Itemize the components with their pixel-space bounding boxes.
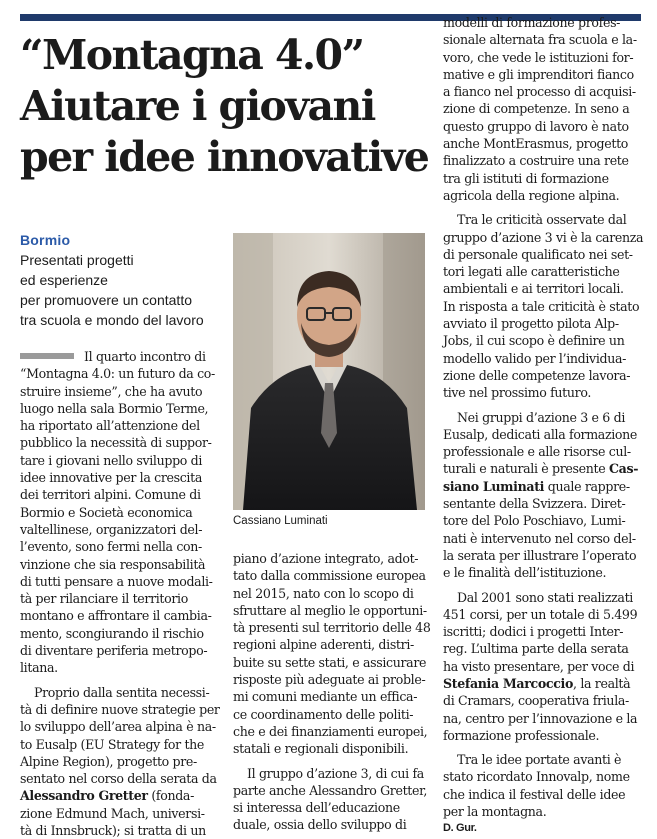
text-line: tato dalla commissione europea	[233, 568, 426, 584]
lead-marker	[20, 353, 74, 359]
paragraph	[443, 589, 641, 745]
paragraph	[233, 765, 427, 834]
text-line: zione delle competenze lavora-	[443, 367, 631, 383]
text-line: zione di competenze. In seno a	[443, 101, 630, 117]
text-line: Proprio dalla sentita necessi-	[34, 684, 210, 700]
text-line: tà presenti sul territorio delle 48	[233, 620, 431, 636]
text-line: buite su sette stati, e assicurare	[233, 654, 427, 670]
text-line: nel 2015, nato con lo scopo di	[233, 585, 414, 601]
text-line: na, centro per l’innovazione e la	[443, 710, 638, 726]
article-column-2	[233, 550, 431, 834]
text-line: per la montagna.	[443, 804, 547, 820]
text-line: che e dei finanziamenti europei,	[233, 723, 428, 739]
text-line	[20, 787, 220, 804]
text-line: struire insieme”, che ha avuto	[20, 383, 203, 399]
headline	[20, 30, 430, 183]
headline-line: “Montagna 4.0”	[20, 31, 364, 79]
text-line: agricola della regione alpina.	[443, 187, 620, 203]
text-line: voro, che vede le istituzioni for-	[443, 49, 634, 65]
text-line: parte anche Alessandro Gretter,	[233, 782, 428, 798]
text-line: Bormio e Società economica	[20, 504, 193, 520]
text-line: Tra le idee portate avanti è	[457, 752, 622, 768]
text-line: risposte più adeguate ai proble-	[233, 672, 426, 688]
text-line: statali e regionali disponibili.	[233, 741, 409, 757]
subhead-line: per promuovere un contatto	[20, 292, 192, 308]
text-line: sentante della Svizzera. Diret-	[443, 496, 626, 512]
paragraph	[233, 550, 431, 758]
text-line: tare i giovani nello sviluppo di	[20, 452, 203, 468]
paragraph	[443, 14, 641, 204]
text-line: luogo nella sala Bormio Terme,	[20, 400, 209, 416]
text-line: iscritti; dodici i progetti Inter-	[443, 624, 624, 640]
text-line	[443, 478, 641, 495]
person-name: Alessandro Gretter	[20, 788, 148, 804]
text-line: avviato il progetto pilota Alp-	[443, 316, 619, 332]
text-line: tà di definire nuove strategie per	[20, 701, 220, 717]
person-name: siano Luminati	[443, 478, 545, 494]
text-line: Dal 2001 sono stati realizzati	[457, 589, 633, 605]
text-line: questo gruppo di lavoro è nato	[443, 118, 629, 134]
text-line: e le finalità dell’istituzione.	[443, 565, 607, 581]
portrait-illustration	[233, 233, 425, 510]
article-column-3	[443, 14, 644, 838]
text-line: mento, scongiurando il rischio	[20, 625, 204, 641]
paragraph	[443, 409, 641, 582]
person-name: Stefania Marcoccio	[443, 675, 574, 691]
text-line: reg. L’ultima parte della serata	[443, 641, 629, 657]
text-line: mative e gli imprenditori fianco	[443, 66, 634, 82]
paragraph	[443, 751, 641, 837]
portrait-photo	[233, 233, 425, 510]
subheadline	[20, 250, 225, 330]
text-line: Alpine Region), progetto pre-	[20, 753, 197, 769]
text-line: che indica il festival delle idee	[443, 786, 626, 802]
text-line: Nei gruppi d’azione 3 e 6 di	[457, 409, 626, 425]
text-line: tori legati alle caratteristiche	[443, 264, 620, 280]
text-line: valtellinese, organizzatori del-	[20, 521, 203, 537]
text-line: modelli di formazione profes-	[443, 15, 621, 30]
author-signature: D. Gur.	[443, 822, 477, 835]
text-line: gruppo d’azione 3 vi è la carenza	[443, 229, 644, 245]
text-line: idee innovative per la crescita	[20, 470, 202, 486]
text-span: turali e naturali è presente	[443, 461, 609, 477]
text-line	[443, 460, 641, 477]
text-line: Tra le criticità osservate dal	[457, 212, 627, 228]
text-line: “Montagna 4.0: un futuro da co-	[20, 366, 215, 382]
text-line: duale, ossia dello sviluppo di	[233, 817, 407, 833]
text-span: (fonda-	[147, 788, 194, 804]
text-line	[20, 348, 220, 365]
text-line: tra gli istituti di formazione	[443, 170, 609, 186]
text-span: , la realtà	[573, 675, 631, 691]
person-name: Cas-	[608, 461, 639, 477]
headline-line: per idee innovative	[20, 133, 429, 181]
text-line: sionale alternata fra scuola e la-	[443, 32, 637, 48]
text-line: formazione professionale.	[443, 727, 600, 743]
text-line: si interessa dell’educazione	[233, 800, 400, 816]
paragraph	[20, 684, 220, 839]
text-line: Eusalp, dedicati alla formazione	[443, 426, 638, 442]
text-line: sfruttare al meglio le opportuni-	[233, 602, 427, 618]
text-line: vinzione che sia responsabilità	[20, 556, 206, 572]
text-line: professionale e alle risorse cul-	[443, 444, 631, 460]
text-line: sentato nel corso della serata da	[20, 771, 217, 787]
text-line: ha riportato all’attenzione del	[20, 418, 200, 434]
paragraph	[20, 348, 220, 677]
text-line: a fianco nel processo di acquisi-	[443, 84, 636, 100]
subhead-line: Presentati progetti	[20, 252, 134, 268]
text-line: Il gruppo d’azione 3, di cui fa	[247, 765, 424, 781]
text-line: di diventare periferia metropo-	[20, 643, 208, 659]
text-line: mi comuni mediante un effica-	[233, 689, 418, 705]
text-line: tive nel prossimo futuro.	[443, 385, 591, 401]
subhead-line: tra scuola e mondo del lavoro	[20, 312, 204, 328]
text-line: litana.	[20, 660, 58, 676]
text-line: nati è intervenuto nel corso del-	[443, 530, 636, 546]
text-span: Il quarto incontro di	[84, 349, 206, 364]
text-line: zione Edmund Mach, universi-	[20, 805, 205, 821]
text-line: piano d’azione integrato, adot-	[233, 551, 419, 566]
headline-line: Aiutare i giovani	[20, 82, 375, 130]
text-line: ha visto presentare, per voce di	[443, 658, 635, 674]
text-line: tore del Polo Poschiavo, Lumi-	[443, 513, 626, 529]
text-line: pubblico la necessità di suppor-	[20, 435, 212, 451]
text-line: lo sviluppo dell’area alpina è na-	[20, 719, 216, 735]
paragraph	[443, 211, 644, 401]
text-line: regioni alpine aderenti, distri-	[233, 637, 414, 653]
text-line: tà per rilanciare il territorio	[20, 591, 188, 607]
text-line: ambientali e ai territori locali.	[443, 281, 624, 297]
text-line: modello valido per l’individua-	[443, 350, 627, 366]
text-span: quale rappre-	[544, 478, 630, 494]
text-line: Jobs, il cui scopo è definire un	[443, 333, 625, 349]
text-line: to Eusalp (EU Strategy for the	[20, 736, 205, 752]
text-line: ce coordinamento delle politi-	[233, 706, 414, 722]
text-line: montano e affrontare il cambia-	[20, 608, 212, 624]
subhead-line: ed esperienze	[20, 272, 108, 288]
photo-caption: Cassiano Luminati	[233, 515, 328, 527]
text-line: anche MontErasmus, progetto	[443, 136, 629, 152]
article-column-1	[20, 348, 220, 839]
dateline: Bormio	[20, 232, 71, 248]
text-line: finalizzato a costruire una rete	[443, 153, 629, 169]
text-line: la serata per illustrare l’operato	[443, 547, 637, 563]
text-line	[443, 675, 641, 692]
text-line: di tutti pensare a nuove modali-	[20, 573, 213, 589]
text-line: dei territori alpini. Comune di	[20, 487, 201, 503]
text-line: di Cramars, cooperativa friula-	[443, 693, 629, 709]
text-line: di personale qualificato nei set-	[443, 246, 633, 262]
text-line: 451 corsi, per un totale di 5.499	[443, 606, 638, 622]
text-line: In risposta a tale criticità è stato	[443, 298, 640, 314]
text-line: tà di Innsbruck); si tratta di un	[20, 823, 206, 839]
text-line: l’evento, sono fermi nella con-	[20, 539, 202, 555]
text-line: stato ricordato Innovalp, nome	[443, 769, 630, 785]
